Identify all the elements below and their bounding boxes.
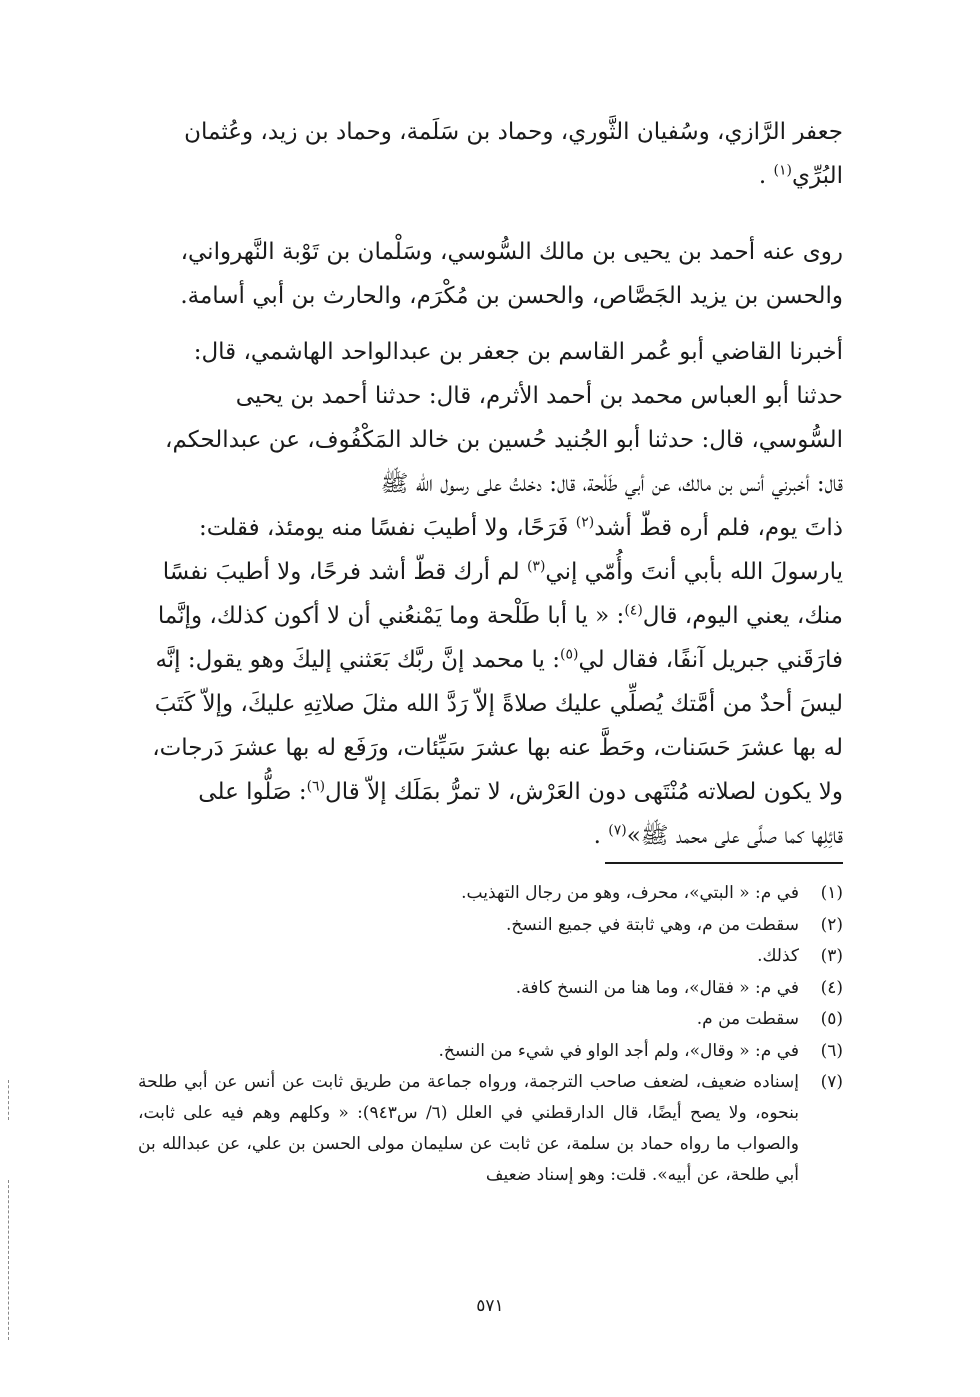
footnote-reference: (١) [773, 162, 792, 179]
text-fragment: قائِلِها كما صلَّى على محمد ﷺ» [626, 823, 843, 849]
text-fragment: فَرَحًا، ولا أطيبَ نفسًا منه يومئذ، فقلت: [198, 515, 576, 541]
text-line: ليسَ أحدٌ من أمَّتك يُصلِّي عليك صلاةً إلاّ رَدَّ الله مثلَ صلاتِهِ عليكَ، وإلاّ كَتَبَ [154, 691, 843, 717]
text-line [138, 594, 843, 638]
text-line: له بها عشرَ حَسَنات، وحَطَّ عنه بها عشرَ سَيِّئات، ورَفَع له بها عشرَ دَرجات، [152, 735, 843, 761]
text-line: والحسن بن يزيد الجَصَّاص، والحسن بن مُكْرَم، والحارث بن أبي أسامة. [180, 283, 843, 309]
text-line [138, 638, 843, 682]
footnote-number: (٢) [820, 914, 843, 935]
footnote-7 [138, 1067, 843, 1191]
footnote-6 [138, 1036, 843, 1066]
footnote-4 [138, 973, 843, 1003]
footnote-reference: (٧) [608, 822, 627, 839]
footnote-reference: (٦) [306, 778, 326, 795]
footnote-number: (٦) [820, 1040, 843, 1061]
footnote-text: في م: « فقال»، وما هنا من النسخ كافة. [515, 977, 799, 998]
text-fragment: فارَقَني جبريل آنفًا، فقال لي [578, 647, 843, 673]
footnote-text: سقطت من م. [696, 1009, 799, 1029]
scan-edge-mark [8, 1180, 9, 1340]
text-fragment: . [758, 163, 774, 189]
text-line: أخبرنا القاضي أبو عُمر القاسم بن جعفر بن عبدالواحد الهاشمي، قال: [193, 339, 843, 365]
footnote-1 [138, 878, 843, 908]
footnote-divider [605, 862, 843, 864]
text-line: روى عنه أحمد بن يحيى بن مالك السُّوسي، وسَلْمان بن تَوْبة النَّهرواني، [180, 239, 843, 265]
footnote-number: (٧) [820, 1072, 843, 1092]
scan-edge-mark [8, 1080, 9, 1120]
paragraph-1 [138, 110, 843, 198]
footnote-3 [138, 941, 843, 971]
footnote-number: (٥) [820, 1009, 843, 1029]
footnotes [138, 878, 843, 1193]
footnote-reference: (٤) [624, 602, 643, 619]
text-fragment: منك، يعني اليوم، قال [642, 603, 843, 629]
footnote-text: في م: « البتي»، محرف، وهو من رجال التهذيب. [461, 883, 799, 903]
text-line: السُّوسي، قال: حدثنا أبو الجُنيد حُسين بن خالد المَكْفُوف، عن عبدالحكم، [165, 427, 843, 453]
text-line: قال: أخبرني أنس بن مالك، عن أبي طَلْحة، قال: دخلتُ على رسول الله ﷺ [380, 471, 843, 497]
footnote-2 [138, 910, 843, 940]
footnote-text: إسناده ضعيف، لضعف صاحب الترجمة، ورواه جماعة من طريق ثابت عن أنس عن أبي طلحة بنحوه، ولا يصح أيضًا، قال الدارقطني في العلل (٦/ س٩٤٣): « وكلهم وهم فيه على ثابت، والصواب ما رواه حماد بن سلمة، عن ثابت عن سليمان مولى الحسن بن علي، عن عبدالله بن أبي طلحة، عن أبيه». قلت: وهو إسناد ضعيف [138, 1072, 799, 1185]
text-line [138, 550, 843, 594]
text-line: حدثنا أبو العباس محمد بن أحمد الأثرم، قال: حدثنا أحمد بن يحيى [235, 383, 843, 409]
text-line: جعفر الرَّازي، وسُفيان الثَّوري، وحماد بن سَلَمة، وحماد بن زيد، وعُثمان [184, 119, 843, 145]
text-fragment: : يا محمد إنَّ ربَّك بَعَثني إليكَ وهو يقول: إنَّه [155, 647, 561, 673]
text-line [138, 154, 843, 198]
footnote-reference: (٥) [560, 646, 579, 663]
footnote-text: سقطت من م، وهي ثابتة في جميع النسخ. [506, 914, 799, 935]
text-fragment: : صَلُّوا على [198, 779, 307, 805]
text-fragment: لم أرك قطّ أشد فرحًا، ولا أطيبَ نفسًا [162, 559, 527, 585]
text-fragment: البُرِّي [791, 163, 843, 189]
footnote-text: كذلك. [757, 946, 799, 966]
text-line [138, 770, 843, 814]
paragraph-2 [138, 230, 843, 318]
footnote-number: (٣) [820, 946, 843, 966]
paragraph-3 [138, 330, 843, 858]
footnote-reference: (٢) [575, 514, 595, 531]
text-fragment: ولا يكون لصلاته مُنْتَهى دون العَرْش، لا تمرُّ بمَلَك إلاّ قال [325, 779, 843, 805]
text-line [138, 506, 843, 550]
text-fragment: ذاتَ يوم، فلم أره قطّ أشد [594, 515, 843, 541]
text-fragment: : « يا أبا طَلْحة وما يَمْنعُني أن لا أكون كذلك، وإنَّما [157, 603, 625, 629]
footnote-number: (٤) [820, 977, 843, 998]
text-fragment: يارسولَ الله بأبي أنتَ وأُمّي إني [545, 559, 843, 585]
footnote-number: (١) [820, 883, 843, 903]
footnote-text: في م: « وقال»، ولم أجد الواو في شيء من النسخ. [438, 1040, 799, 1061]
footnote-5 [138, 1004, 843, 1034]
text-fragment: . [593, 823, 609, 849]
footnote-reference: (٣) [526, 558, 546, 575]
text-line [138, 814, 843, 858]
page-number: ٥٧١ [476, 1296, 504, 1316]
